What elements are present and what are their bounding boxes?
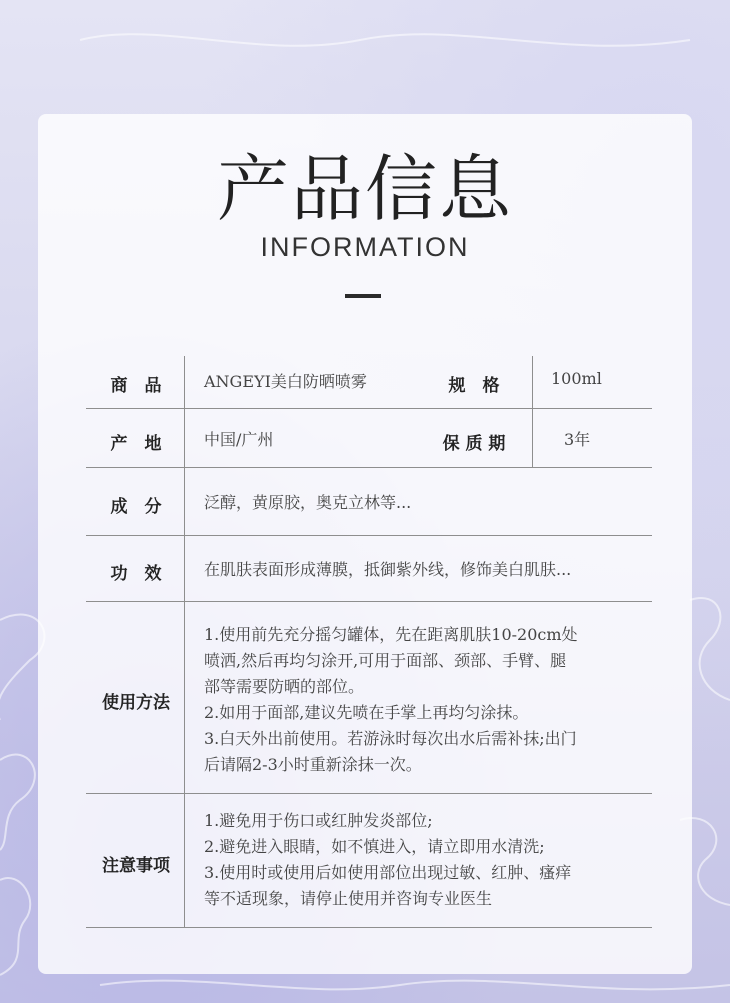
info-table [86, 356, 652, 928]
page-title: 产品信息 [216, 147, 513, 231]
label-usage: 使用方法 [102, 693, 170, 713]
usage-line: 后请隔2-3小时重新涂抹一次。 [204, 755, 422, 774]
value-usage [204, 622, 652, 778]
label-spec: 规 格 [448, 376, 500, 396]
value-product: ANGEYI美白防晒喷雾 [204, 372, 367, 391]
value-spec: 100ml [551, 369, 602, 388]
usage-line: 3.白天外出前使用。若游泳时每次出水后需补抹;出门 [204, 729, 577, 748]
page-subtitle: INFORMATION [260, 232, 470, 262]
row-ingredients [86, 468, 652, 536]
notes-line: 2.避免进入眼睛，如不慎进入，请立即用水清洗; [204, 837, 545, 856]
label-origin: 产 地 [110, 434, 162, 454]
value-shelf-life: 3年 [564, 430, 591, 449]
notes-line: 1.避免用于伤口或红肿发炎部位; [204, 811, 433, 830]
usage-line: 喷洒,然后再均匀涂开,可用于面部、颈部、手臂、腿 [204, 651, 567, 670]
row-origin [86, 409, 652, 468]
title-divider [345, 294, 381, 298]
label-product: 商 品 [110, 376, 162, 396]
notes-line: 等不适现象，请停止使用并咨询专业医生 [204, 889, 493, 908]
row-effect [86, 536, 652, 602]
label-ingredients: 成 分 [110, 497, 162, 517]
label-shelf-life: 保 质 期 [442, 434, 506, 454]
label-effect: 功 效 [110, 564, 162, 584]
label-notes: 注意事项 [102, 856, 170, 876]
product-info-card [38, 114, 692, 974]
value-ingredients: 泛醇，黄原胶，奥克立林等... [204, 493, 412, 512]
row-notes [86, 794, 652, 928]
usage-line: 2.如用于面部,建议先喷在手掌上再均匀涂抹。 [204, 703, 529, 722]
notes-line: 3.使用时或使用后如使用部位出现过敏、红肿、瘙痒 [204, 863, 572, 882]
value-origin: 中国/广州 [204, 430, 274, 449]
row-usage [86, 602, 652, 794]
value-notes [204, 808, 652, 912]
row-product [86, 356, 652, 409]
usage-line: 部等需要防晒的部位。 [204, 677, 365, 696]
value-effect: 在肌肤表面形成薄膜，抵御紫外线，修饰美白肌肤... [204, 560, 572, 579]
usage-line: 1.使用前先充分摇匀罐体，先在距离肌肤10-20cm处 [204, 625, 578, 644]
